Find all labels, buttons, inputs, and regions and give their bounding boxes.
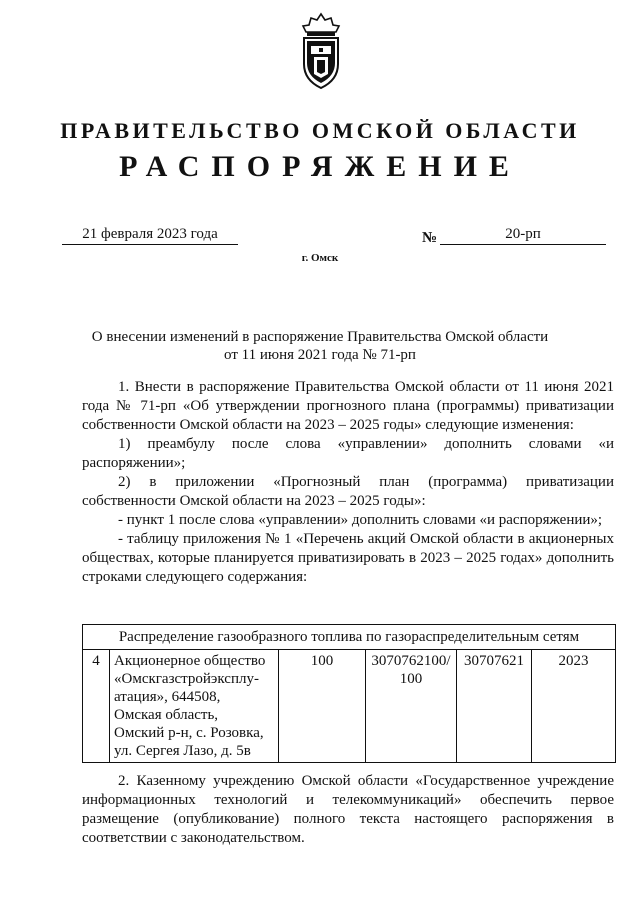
document-type-title: РАСПОРЯЖЕНИЕ <box>119 150 521 183</box>
table-cell-share: 100 <box>279 650 366 763</box>
table-section-row <box>83 625 616 650</box>
city: г. Омск <box>301 252 339 264</box>
company-line: Омская область, <box>114 707 219 723</box>
table-row <box>83 650 616 763</box>
table-cell-code2: 30707621 <box>457 650 532 763</box>
paragraph-item-1-2b: - таблицу приложения № 1 «Перечень акций Омской области в акционерных обществах, которые планируется приватизировать в 2023 – 2025 годах» дополнить строками следующего содержания: <box>82 531 614 585</box>
paragraph-item-1-1: 1) преамбулу после слова «управлении» дополнить словами «и распоряжении»; <box>82 436 614 471</box>
table-cell-company <box>110 650 279 763</box>
company-line: Акционерное общество <box>114 653 266 669</box>
company-line: «Омскгазстройэксплу- <box>114 671 259 687</box>
paragraph-item-1: 1. Внести в распоряжение Правительства Омской области от 11 июня 2021 года № 71-рп «Об утверждении прогнозного плана (программы) приватизации собственности Омской области на 2023 – 2025 годы» следующие изменения: <box>82 379 614 433</box>
table-cell-number: 4 <box>83 650 110 763</box>
company-line: ул. Сергея Лазо, д. 5в <box>114 743 251 759</box>
document-subject <box>60 328 580 364</box>
code1-line: 100 <box>399 671 423 687</box>
body-section-1 <box>82 378 614 587</box>
paragraph-item-1-2a: - пункт 1 после слова «управлении» дополнить словами «и распоряжении»; <box>118 512 603 528</box>
document-number: 20-рп <box>440 226 606 245</box>
document-date: 21 февраля 2023 года <box>62 226 238 245</box>
table-section-header: Распределение газообразного топлива по газораспределительным сетям <box>83 625 616 650</box>
paragraph-item-2: 2. Казенному учреждению Омской области «Государственное учреждение информационных технологий и телекоммуникаций» обеспечить первое размещение (опубликование) полного текста настоящего распоряжения в соответствии с законодательством. <box>82 773 614 846</box>
company-line: Омский р-н, с. Розовка, <box>114 725 264 741</box>
government-title: ПРАВИТЕЛЬСТВО ОМСКОЙ ОБЛАСТИ <box>60 118 580 143</box>
paragraph-item-1-2: 2) в приложении «Прогнозный план (программа) приватизации собственности Омской области на 2023 – 2025 годы»: <box>82 474 614 509</box>
table-cell-year: 2023 <box>532 650 616 763</box>
subject-line-1: О внесении изменений в распоряжение Правительства Омской области <box>91 329 549 345</box>
number-sign: № <box>422 230 438 246</box>
code1-line: 3070762100/ <box>371 653 451 669</box>
omsk-coat-of-arms-icon <box>298 12 344 90</box>
body-section-2 <box>82 772 614 848</box>
company-line: атация», 644508, <box>114 689 221 705</box>
privatization-table <box>82 624 616 763</box>
table-cell-code1 <box>366 650 457 763</box>
subject-line-2: от 11 июня 2021 года № 71-рп <box>224 347 416 363</box>
